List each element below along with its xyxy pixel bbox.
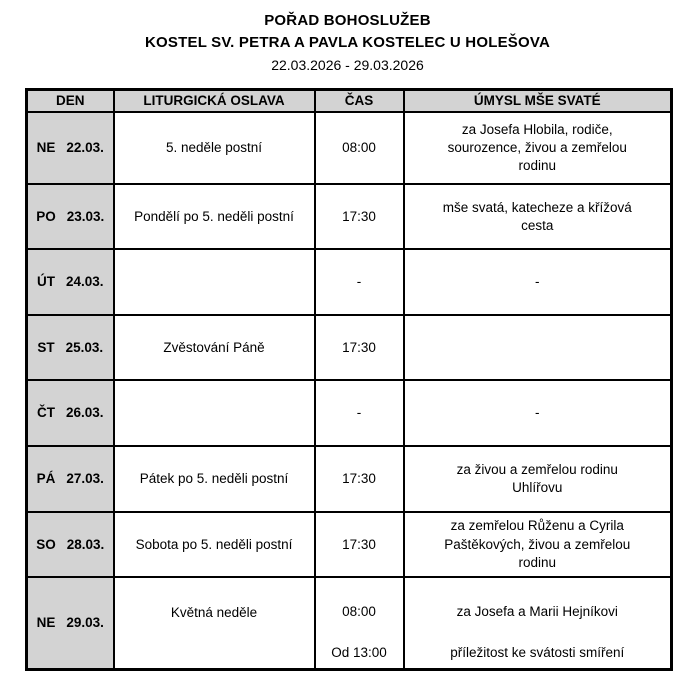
intention-cell: mše svatá, katecheze a křížová cesta bbox=[404, 184, 672, 249]
day-cell bbox=[27, 315, 114, 380]
column-header-umysl: ÚMYSL MŠE SVATÉ bbox=[404, 90, 672, 113]
day-cell bbox=[27, 112, 114, 184]
time-cell: 17:30 bbox=[315, 512, 404, 577]
time-cell bbox=[315, 577, 404, 669]
day-abbr: PO bbox=[36, 208, 56, 224]
day-label bbox=[32, 470, 109, 488]
celebration-cell bbox=[114, 380, 315, 446]
intention-cell: - bbox=[404, 380, 672, 446]
intention-cell bbox=[404, 315, 672, 380]
day-label bbox=[32, 208, 109, 226]
day-abbr: PÁ bbox=[36, 471, 56, 487]
day-abbr: ČT bbox=[36, 405, 55, 421]
header-row bbox=[27, 90, 672, 113]
table-row-so-28-03 bbox=[27, 512, 672, 577]
intention-entry-morning: za Josefa a Marii Hejníkovi bbox=[456, 603, 618, 619]
intention-cell: - bbox=[404, 249, 672, 315]
table-body bbox=[27, 112, 672, 669]
day-date: 24.03. bbox=[65, 274, 104, 290]
day-label bbox=[32, 404, 109, 422]
time-stack bbox=[316, 579, 403, 667]
day-date: 29.03. bbox=[66, 614, 104, 630]
celebration-cell bbox=[114, 249, 315, 315]
day-label bbox=[32, 536, 109, 554]
day-date: 28.03. bbox=[66, 536, 105, 552]
time-cell: - bbox=[315, 249, 404, 315]
table-row-ne-22-03 bbox=[27, 112, 672, 184]
time-cell: 17:30 bbox=[315, 315, 404, 380]
column-header-cas: ČAS bbox=[315, 90, 404, 113]
day-label bbox=[32, 339, 109, 357]
table-row-ct-26-03 bbox=[27, 380, 672, 446]
time-cell: - bbox=[315, 380, 404, 446]
day-date: 25.03. bbox=[65, 339, 104, 355]
celebration-cell: Pátek po 5. neděli postní bbox=[114, 446, 315, 512]
table-row-pa-27-03 bbox=[27, 446, 672, 512]
intention-cell: za zemřelou Růženu a Cyrila Paštěkových, živou a zemřelou rodinu bbox=[404, 512, 672, 577]
day-cell bbox=[27, 380, 114, 446]
table-row-st-25-03 bbox=[27, 315, 672, 380]
intention-cell: za živou a zemřelou rodinu Uhlířovu bbox=[404, 446, 672, 512]
column-header-den: DEN bbox=[27, 90, 114, 113]
intention-entry-afternoon: příležitost ke svátosti smíření bbox=[450, 644, 625, 660]
day-abbr: ST bbox=[37, 339, 55, 355]
day-cell bbox=[27, 577, 114, 669]
date-range: 22.03.2026 - 29.03.2026 bbox=[271, 57, 424, 73]
day-cell bbox=[27, 446, 114, 512]
day-date: 26.03. bbox=[65, 405, 104, 421]
table-row-ut-24-03 bbox=[27, 249, 672, 315]
intention-cell: za Josefa Hlobila, rodiče, sourozence, živou a zemřelou rodinu bbox=[404, 112, 672, 184]
table-row-ne-29-03 bbox=[27, 577, 672, 669]
table-header bbox=[27, 90, 672, 113]
celebration-cell: Sobota po 5. neděli postní bbox=[114, 512, 315, 577]
day-abbr: NE bbox=[36, 140, 56, 156]
day-cell bbox=[27, 249, 114, 315]
day-date: 23.03. bbox=[66, 208, 105, 224]
day-date: 27.03. bbox=[66, 471, 104, 487]
celebration-cell: 5. neděle postní bbox=[114, 112, 315, 184]
celebration-cell: Květná neděle bbox=[114, 577, 315, 669]
time-entry-morning: 08:00 bbox=[342, 603, 376, 619]
time-cell: 17:30 bbox=[315, 184, 404, 249]
day-cell bbox=[27, 184, 114, 249]
day-abbr: NE bbox=[36, 614, 56, 630]
intention-cell bbox=[404, 577, 672, 669]
service-schedule-table bbox=[25, 88, 673, 671]
table-row-po-23-03 bbox=[27, 184, 672, 249]
intention-stack bbox=[405, 579, 671, 667]
day-abbr: ÚT bbox=[36, 274, 55, 290]
church-name: KOSTEL SV. PETRA A PAVLA KOSTELEC U HOLEŠOVA bbox=[145, 34, 550, 51]
day-label bbox=[32, 273, 109, 291]
time-cell: 17:30 bbox=[315, 446, 404, 512]
day-cell bbox=[27, 512, 114, 577]
day-label bbox=[32, 614, 109, 632]
celebration-cell: Pondělí po 5. neděli postní bbox=[114, 184, 315, 249]
column-header-liturgicka-oslava: LITURGICKÁ OSLAVA bbox=[114, 90, 315, 113]
page-title: POŘAD BOHOSLUŽEB bbox=[264, 12, 431, 29]
celebration-cell: Zvěstování Páně bbox=[114, 315, 315, 380]
title-block bbox=[0, 12, 695, 73]
day-abbr: SO bbox=[36, 536, 56, 552]
day-date: 22.03. bbox=[66, 140, 104, 156]
day-label bbox=[32, 139, 109, 157]
time-cell: 08:00 bbox=[315, 112, 404, 184]
time-entry-afternoon: Od 13:00 bbox=[331, 644, 387, 660]
